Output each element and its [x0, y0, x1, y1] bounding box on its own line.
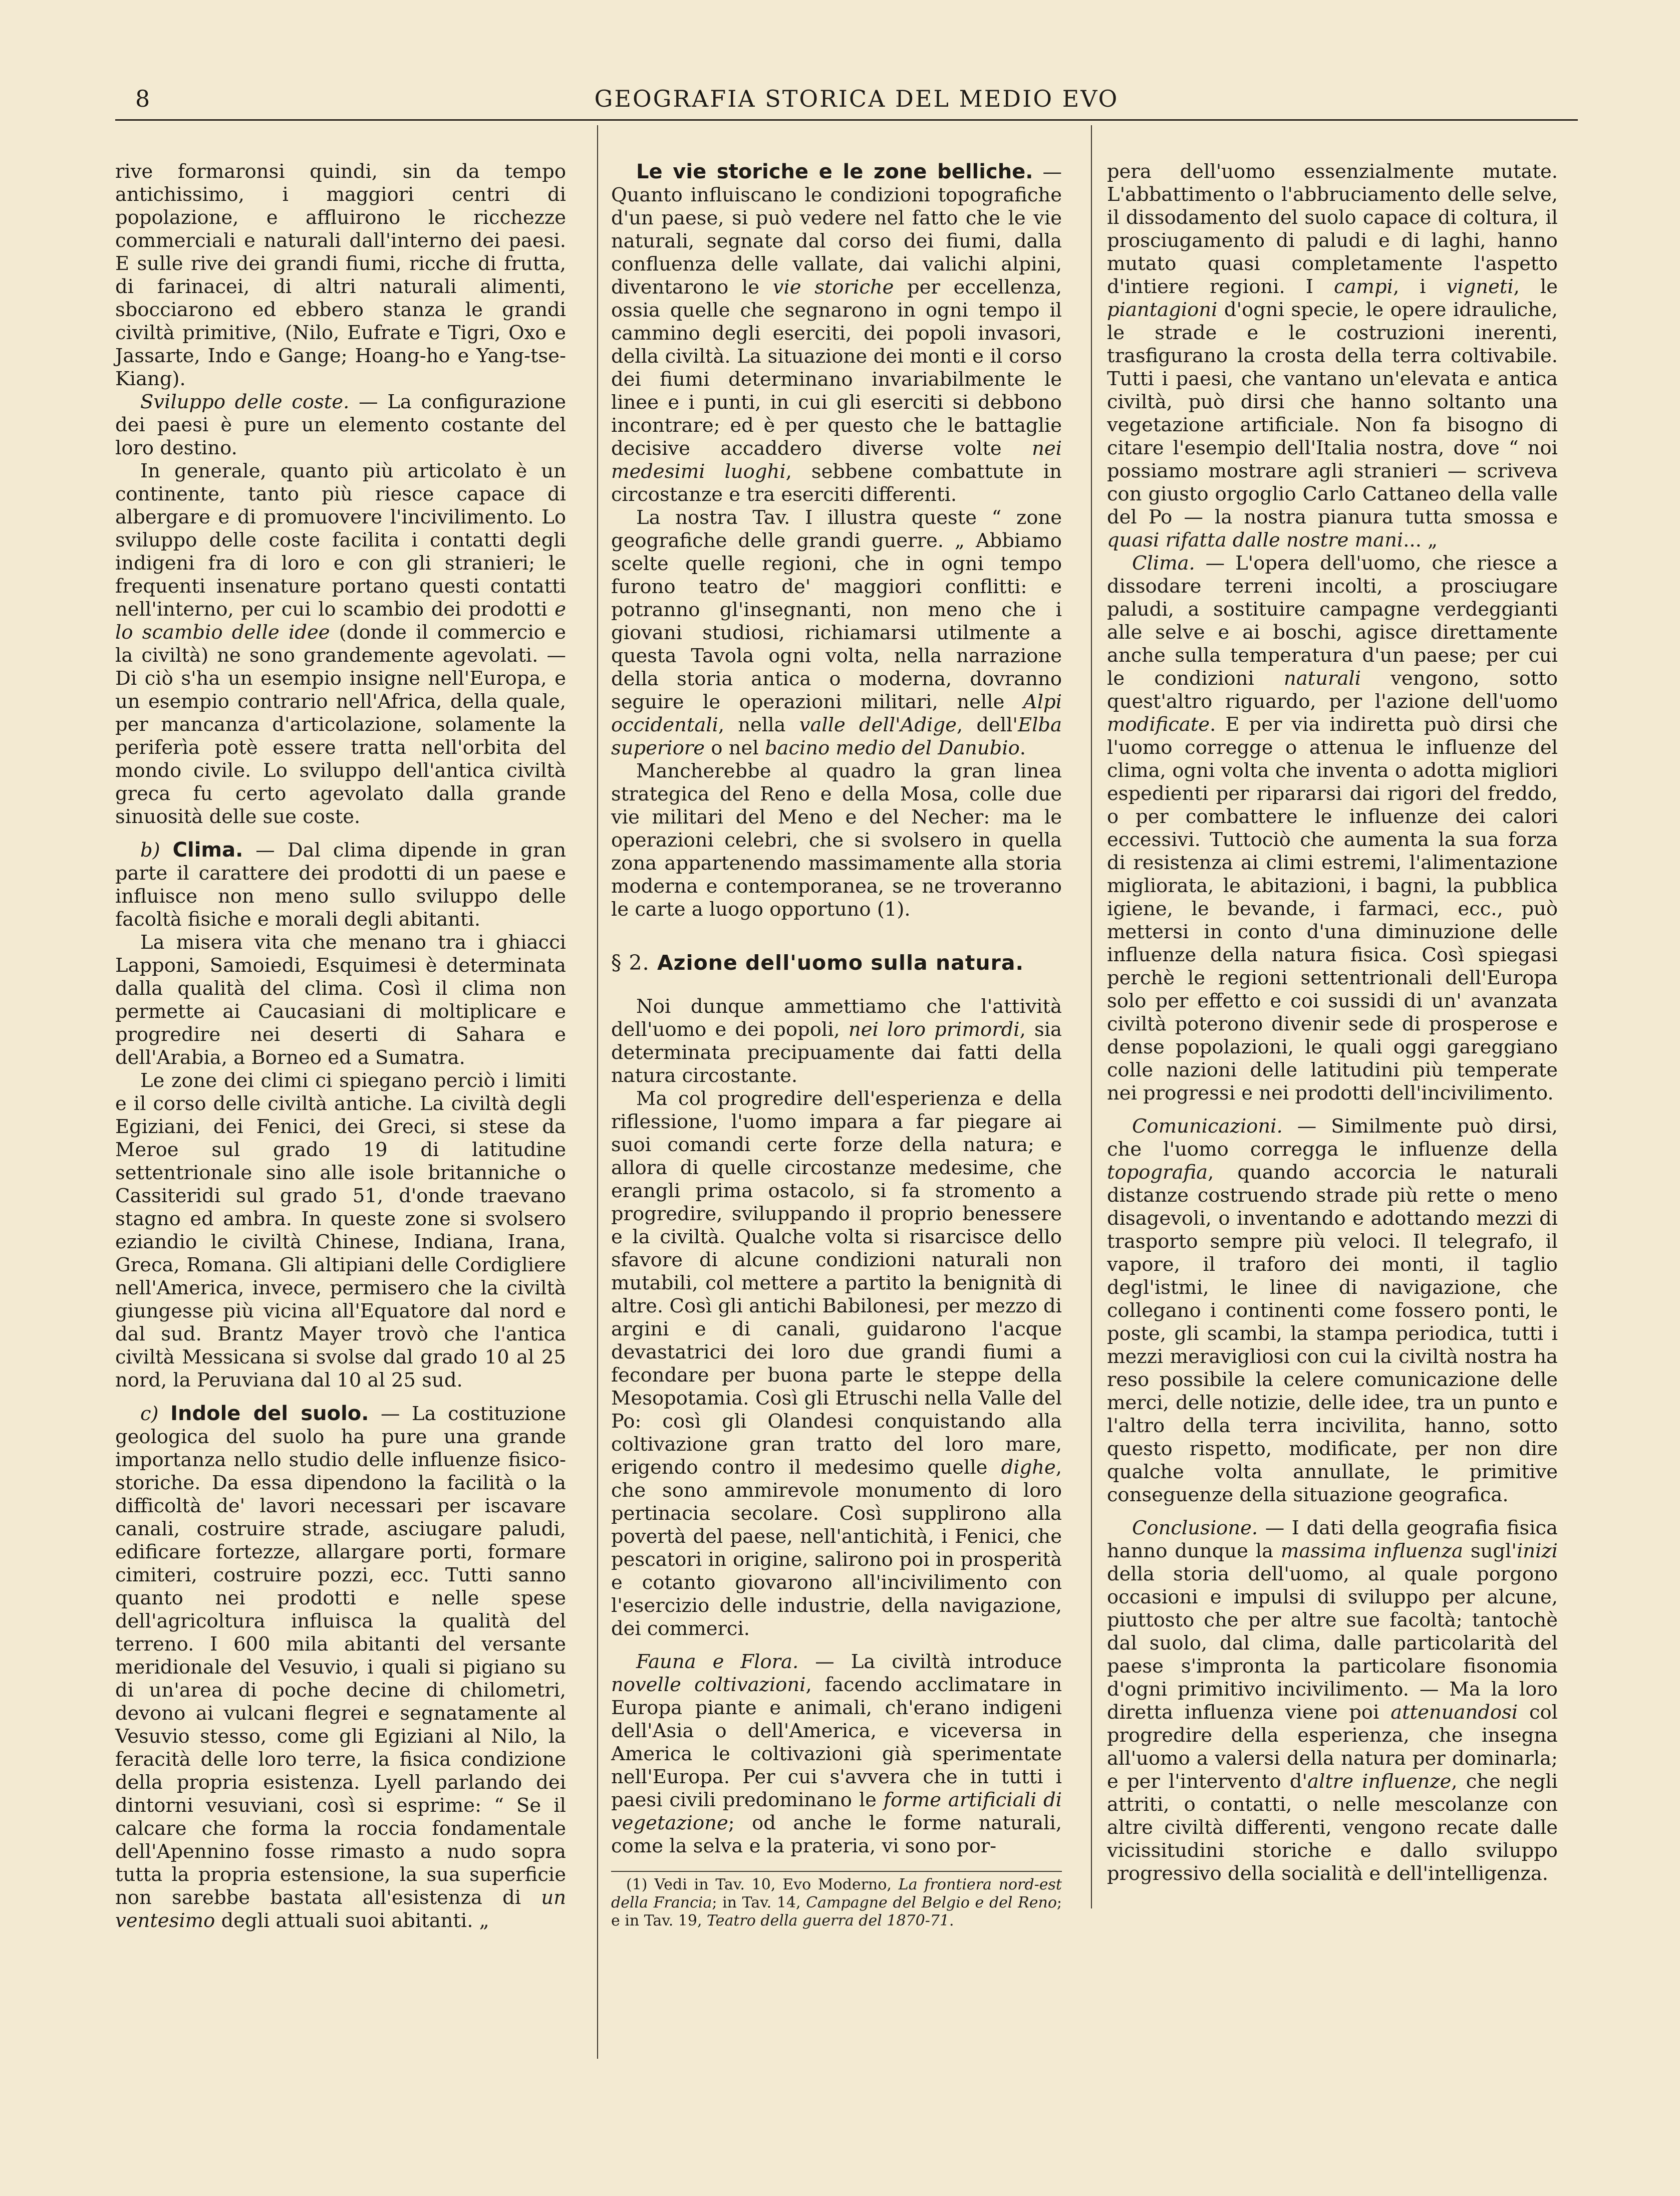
subheading: Conclusione.: [1132, 1517, 1258, 1539]
paragraph-clima: Clima. — L'opera dell'uomo, che riesce a dissodare terreni incolti, a prosciugare paludi, a sostituire campagne verdeggianti alle selve e ai boschi, agisce direttamente anche sulla temperatura d'un paese; per cui le condizioni naturali vengono, sotto quest'altro riguardo, per l'azione dell'uomo modificate. E per via indiretta può dirsi che l'uomo corregge o attenua le influenze del clima, ogni volta che inventa o adotta migliori espedienti per ripararsi dai rigori del freddo, o per combattere le influenze dei calori eccessivi. Tuttociò che aumenta la sua forza di resistenza ai climi estremi, l'alimentazione migliorata, le abitazioni, i bagni, la pubblica igiene, le bevande, i farmaci, ecc., può mettersi in conto d'una diminuzione delle influenze della natura fisica. Così spiegasi perchè le regioni settentrionali dell'Europa solo per effetto e coi sussidi di un' avanzata civiltà poterono divenir sede di prosperose e dense popolazioni, le quali oggi gareggiano colle nazioni delle latitudini più temperate nei progressi e nei prodotti dell'incivilimento.: [1107, 552, 1558, 1105]
paragraph: Noi dunque ammettiamo che l'attività dell'uomo e dei popoli, nei loro primordi, sia determinata precipuamente dai fatti della natura circostante.: [611, 995, 1062, 1087]
page-number: 8: [135, 85, 150, 112]
column-divider-1: [597, 125, 598, 2059]
header-rule: [115, 119, 1578, 121]
paragraph: Le zone dei climi ci spiegano perciò i limiti e il corso delle civiltà antiche. La civiltà degli Egiziani, dei Fenici, dei Greci, si stese da Meroe sul grado 19 di latitudine settentrionale sino alle isole britanniche o Cassiteridi sul grado 51, d'onde traevano stagno ed ambra. In queste zone si svolsero eziandio le civiltà Chinese, Indiana, Irana, Greca, Romana. Gli altipiani delle Cordigliere nell'America, invece, permisero che la civiltà giungesse più vicina all'Equatore dal nord e dal sud. Brantz Mayer trovò che l'antica civiltà Messicana si svolse dal grado 10 al 25 nord, la Peruviana dal 10 al 25 sud.: [115, 1069, 566, 1392]
column-divider-2: [1091, 125, 1092, 1908]
paragraph-comunicazioni: Comunicazioni. — Similmente può dirsi, che l'uomo corregga le influenze della topografia, quando accorcia le naturali distanze costruendo strade più rette o meno disagevoli, o inventando e adottando mezzi di trasporto sempre più veloci. Il telegrafo, il vapore, il traforo dei monti, il taglio degl'istmi, le linee di navigazione, che collegano i continenti come fossero ponti, le poste, gli scambi, la stampa periodica, tutti i mezzi meravigliosi con cui la civiltà nostra ha reso possibile la celere comunicazione delle merci, delle notizie, delle idee, tra un punto e l'altro della terra incivilita, hanno, sotto questo rispetto, modificate, per non dire qualche volta annullate, le primitive conseguenze della situazione geografica.: [1107, 1115, 1558, 1506]
subheading: Comunicazioni.: [1132, 1115, 1283, 1138]
paragraph-conclusione: Conclusione. — I dati della geografia fisica hanno dunque la massima influenza sugl'inizi della storia dell'uomo, al quale porgono occasioni e impulsi di sviluppo per alcune, piuttosto che per altre sue facoltà; tantochè dal suolo, dal clima, dalle particolarità del paese s'impronta la particolare fisonomia d'ogni primitivo incivilimento. — Ma la loro diretta influenza viene poi attenuandosi col progredire della esperienza, che insegna all'uomo a valersi della natura per dominarla; e per l'intervento d'altre influenze, che negli attriti, o contatti, o nelle mescolanze con altre civiltà differenti, vengono recate dalle vicissitudini storiche e dallo sviluppo progressivo della socialità e dell'intelligenza.: [1107, 1517, 1558, 1885]
running-title: GEOGRAFIA STORICA DEL MEDIO EVO: [594, 85, 1119, 112]
subheading: Sviluppo delle coste.: [140, 391, 350, 413]
subheading: Clima.: [1132, 552, 1195, 575]
section-heading: Indole del suolo.: [170, 1402, 369, 1425]
paragraph: Mancherebbe al quadro la gran linea strategica del Reno e della Mosa, colle due vie militari del Meno e del Necher: ma le operazioni celebri, che si svolsero in quella zona appartenendo massimamente alla storia moderna e contemporanea, se ne troveranno le carte a luogo opportuno (1).: [611, 760, 1062, 921]
paragraph-vie-storiche: Le vie storiche e le zone belliche. — Quanto influiscano le condizioni topografiche d'un paese, si può vedere nel fatto che le vie naturali, segnate dal corso dei fiumi, dalla confluenza delle vallate, dai valichi alpini, diventarono le vie storiche per eccellenza, ossia quelle che segnarono in ogni tempo il cammino degli eserciti, dei popoli invasori, della civiltà. La situazione dei monti e il corso dei fiumi determinano invariabilmente le linee e i punti, in cui gli eserciti si debbono incontrare; ed è per questo che le battaglie decisive accaddero diverse volte nei medesimi luoghi, sebbene combattute in circostanze e tra eserciti differenti.: [611, 160, 1062, 506]
section-b-clima: b) Clima. — Dal clima dipende in gran parte il carattere dei prodotti di un paese e influisce non meno sullo sviluppo delle facoltà fisiche e morali degli abitanti.: [115, 839, 566, 931]
paragraph: rive formaronsi quindi, sin da tempo antichissimo, i maggiori centri di popolazione, e affluirono le ricchezze commerciali e naturali dall'interno dei paesi. E sulle rive dei grandi fiumi, ricche di frutta, di farinacei, di altri naturali alimenti, sbocciarono ed ebbero stanza le grandi civiltà primitive, (Nilo, Eufrate e Tigri, Oxo e Jassarte, Indo e Gange; Hoang-ho e Yang-tse-Kiang).: [115, 160, 566, 390]
column-2: [611, 160, 1062, 1930]
paragraph: pera dell'uomo essenzialmente mutate. L'abbattimento o l'abbruciamento delle selve, il dissodamento del suolo capace di coltura, il prosciugamento di paludi e di laghi, hanno mutato quasi completamente l'aspetto d'intiere regioni. I campi, i vigneti, le piantagioni d'ogni specie, le opere idrauliche, le strade e le costruzioni inerenti, trasfigurano la crosta della terra coltivabile. Tutti i paesi, che vantano un'elevata e antica civiltà, può dirsi che hanno soltanto una vegetazione artificiale. Non fa bisogno di citare l'esempio dell'Italia nostra, dove “ noi possiamo mostrare agli stranieri — scriveva con giusto orgoglio Carlo Cattaneo della valle del Po — la nostra pianura tutta smossa e quasi rifatta dalle nostre mani... „: [1107, 160, 1558, 552]
column-3: [1107, 160, 1558, 1885]
paragraph: La nostra Tav. I illustra queste “ zone geografiche delle grandi guerre. „ Abbiamo scelte quelle regioni, che in ogni tempo furono teatro de' maggiori conflitti: e potranno gl'insegnanti, non meno che i giovani studiosi, richiamarsi utilmente a questa Tavola ogni volta, nella narrazione della storia antica o moderna, dovranno seguire le operazioni militari, nelle Alpi occidentali, nella valle dell'Adige, dell'Elba superiore o nel bacino medio del Danubio.: [611, 506, 1062, 759]
section-c-suolo: c) Indole del suolo. — La costituzione geologica del suolo ha pure una grande importanza nello studio delle influenze fisico-storiche. Da essa dipendono la facilità o la difficoltà de' lavori necessari per iscavare canali, costruire strade, asciugare paludi, edificare fortezze, allargare porti, formare cimiteri, costruire pozzi, ecc. Tutti sanno quanto nei prodotti e nelle spese dell'agricoltura influisca la qualità del terreno. I 600 mila abitanti del versante meridionale del Vesuvio, i quali si pigiano su di un'area di poche decine di chilometri, devono ai vulcani flegrei e segnatamente al Vesuvio stesso, come gli Egiziani al Nilo, la feracità delle loro terre, la fisica condizione della propria esistenza. Lyell parlando dei dintorni vesuviani, così si esprime: “ Se il calcare che forma la roccia fondamentale dell'Apennino fosse rimasto a nudo sopra tutta la propria estensione, la sua superficie non sarebbe bastata all'esistenza di un ventesimo degli attuali suoi abitanti. „: [115, 1402, 566, 1932]
section-heading: Clima.: [172, 839, 243, 862]
column-1: [115, 160, 566, 1933]
paragraph-fauna-flora: Fauna e Flora. — La civiltà introduce novelle coltivazioni, facendo acclimatare in Europa piante e animali, ch'erano indigeni dell'Asia o dell'America, e viceversa in America le coltivazioni già sperimentate nell'Europa. Per cui s'avvera che in tutti i paesi civili predominano le forme artificiali di vegetazione; od anche le forme naturali, come la selva e la prateria, vi sono por-: [611, 1651, 1062, 1857]
paragraph-sviluppo-coste: Sviluppo delle coste. — La configurazione dei paesi è pure un elemento costante del loro destino.: [115, 391, 567, 459]
section-heading: Le vie storiche e le zone belliche.: [636, 160, 1033, 183]
subheading: Fauna e Flora.: [636, 1651, 799, 1673]
page-header: [130, 80, 1583, 120]
footnote: (1) Vedi in Tav. 10, Evo Moderno, La frontiera nord-est della Francia; in Tav. 14, Campagne del Belgio e del Reno; e in Tav. 19, Teatro della guerra del 1870-71.: [611, 1871, 1062, 1930]
paragraph: La misera vita che menano tra i ghiacci Lapponi, Samoiedi, Esquimesi è determinata dalla qualità del clima. Così il clima non permette ai Caucasiani di moltiplicare e progredire nei deserti di Sahara e dell'Arabia, a Borneo ed a Sumatra.: [115, 931, 566, 1069]
paragraph: Ma col progredire dell'esperienza e della riflessione, l'uomo impara a far piegare ai suoi comandi certe forze della natura; e allora di quelle circostanze medesime, che erangli prima ostacolo, si fa stromento a progredire, sviluppando il proprio benessere e la civiltà. Qualche volta si risarcisce dello sfavore di alcune condizioni naturali non mutabili, col mettere a partito la benignità di altre. Così gli antichi Babilonesi, per mezzo di argini e di canali, guidarono l'acque devastatrici dei loro due grandi fiumi a fecondare per buona parte le steppe della Mesopotamia. Così gli Etruschi nella Valle del Po: così gli Olandesi conquistando alla coltivazione gran tratto del loro mare, erigendo contro il medesimo quelle dighe, che sono ammirevole monumento di loro pertinacia secolare. Così supplirono alla povertà del paese, nell'antichità, i Fenici, che pescatori in origine, salirono poi in prosperità e cotanto giovarono all'incivilimento con l'esercizio delle industrie, della navigazione, dei commerci.: [611, 1087, 1062, 1640]
paragraph: In generale, quanto più articolato è un continente, tanto più riesce capace di albergare e di promuovere l'incivilimento. Lo sviluppo delle coste facilita i contatti degli indigeni fra di loro e con gli stranieri; le frequenti insenature portano questi contatti nell'interno, per cui lo scambio dei prodotti e lo scambio delle idee (donde il commercio e la civiltà) ne sono grandemente agevolati. — Di ciò s'ha un esempio insigne nell'Europa, e un esempio contrario nell'Africa, della quale, per mancanza d'articolazione, solamente la periferìa potè essere tratta nell'orbita del mondo civile. Lo sviluppo dell'antica civiltà greca fu certo agevolato dalla grande sinuosità delle sue coste.: [115, 460, 566, 828]
section-2-heading: § 2. Azione dell'uomo sulla natura.: [611, 951, 1024, 975]
